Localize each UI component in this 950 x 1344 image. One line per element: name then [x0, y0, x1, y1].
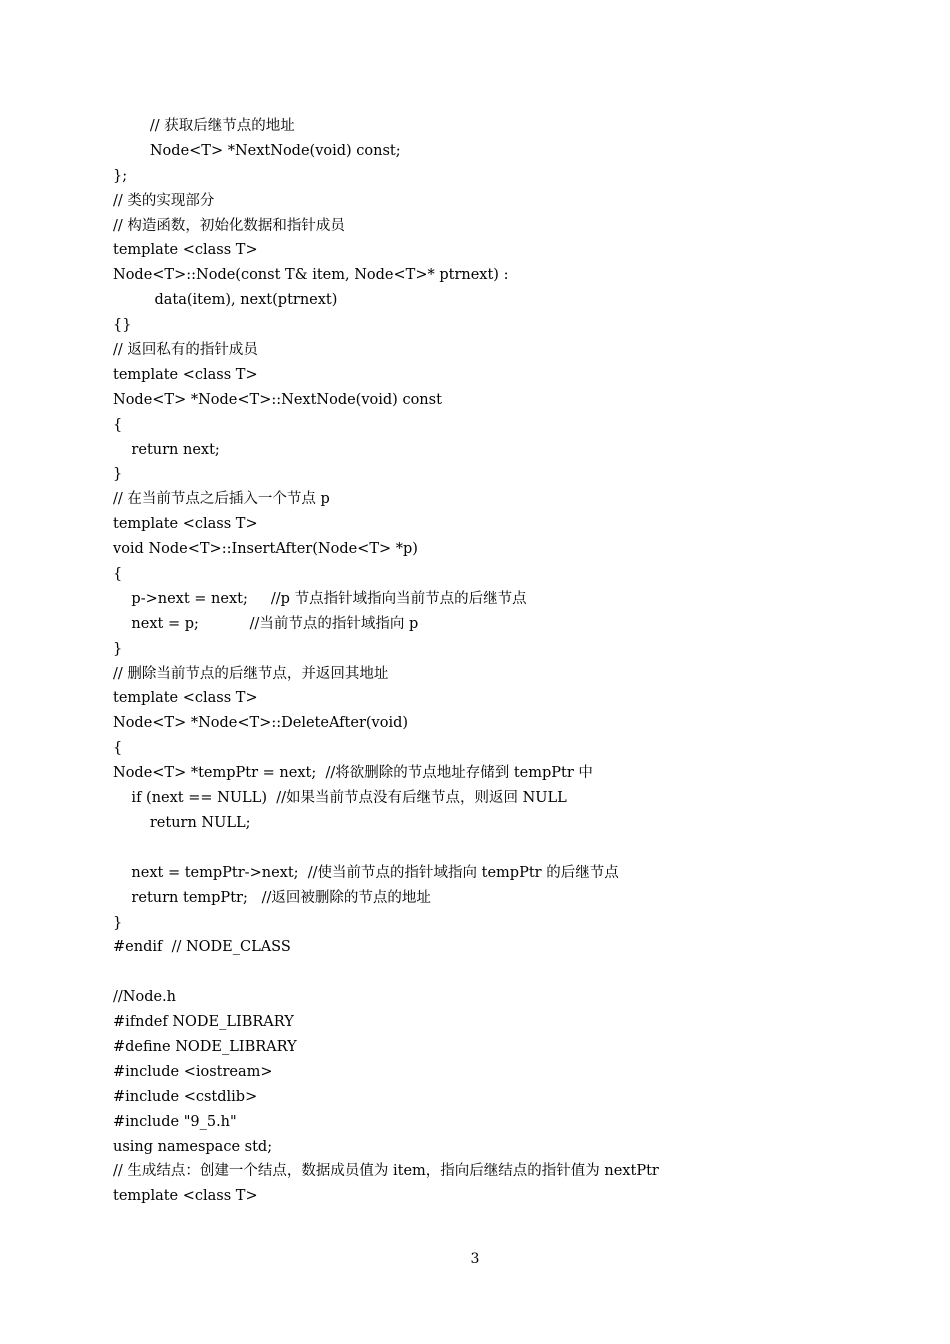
code-line: return next;: [113, 441, 220, 458]
code-line: return NULL;: [113, 814, 251, 831]
code-line: {}: [113, 317, 132, 334]
code-line: template <class T>: [113, 516, 258, 533]
code-line: [113, 836, 913, 861]
code-line: }: [113, 914, 123, 931]
code-line: p->next = next; //p 节点指针域指向当前节点的后继节点: [113, 590, 527, 607]
code-line: if (next == NULL) //如果当前节点没有后继节点，则返回 NULL: [113, 790, 567, 807]
code-line: template <class T>: [113, 366, 258, 383]
code-line: template <class T>: [113, 242, 258, 259]
code-line: #include <iostream>: [113, 1063, 273, 1080]
code-listing: [113, 114, 913, 1209]
code-line: //Node.h: [113, 989, 176, 1006]
code-line: next = p; //当前节点的指针域指向 p: [113, 615, 419, 632]
code-line: Node<T> *tempPtr = next; //将欲删除的节点地址存储到 tempPtr 中: [113, 765, 593, 782]
code-line: data(item), next(ptrnext): [113, 292, 338, 309]
code-line: Node<T> *Node<T>::DeleteAfter(void): [113, 715, 409, 732]
code-line: Node<T>::Node(const T& item, Node<T>* ptrnext) :: [113, 267, 509, 284]
code-line: };: [113, 167, 128, 184]
code-line: #define NODE_LIBRARY: [113, 1038, 297, 1055]
code-line: #endif // NODE_CLASS: [113, 939, 291, 956]
code-line: #include "9_5.h": [113, 1113, 237, 1130]
code-line: // 删除当前节点的后继节点，并返回其地址: [113, 665, 389, 682]
code-line: Node<T> *Node<T>::NextNode(void) const: [113, 391, 442, 408]
code-line: #include <cstdlib>: [113, 1088, 258, 1105]
code-line: {: [113, 416, 123, 433]
code-line: // 生成结点：创建一个结点，数据成员值为 item，指向后继结点的指针值为 nextPtr: [113, 1163, 659, 1180]
code-line: return tempPtr; //返回被删除的节点的地址: [113, 889, 431, 906]
code-line: #ifndef NODE_LIBRARY: [113, 1014, 294, 1031]
code-line: {: [113, 740, 123, 757]
code-line: {: [113, 566, 123, 583]
code-line: template <class T>: [113, 690, 258, 707]
code-line: next = tempPtr->next; //使当前节点的指针域指向 tempPtr 的后继节点: [113, 864, 619, 881]
code-line: }: [113, 640, 123, 657]
page-number: 3: [470, 1251, 480, 1267]
code-line: }: [113, 466, 123, 483]
code-line: [113, 960, 913, 985]
code-line: // 类的实现部分: [113, 192, 215, 209]
code-line: using namespace std;: [113, 1138, 273, 1155]
code-line: // 构造函数，初始化数据和指针成员: [113, 217, 345, 234]
code-line: // 获取后继节点的地址: [113, 118, 295, 134]
code-line: // 在当前节点之后插入一个节点 p: [113, 491, 330, 508]
code-line: // 返回私有的指针成员: [113, 342, 258, 359]
code-line: Node<T> *NextNode(void) const;: [113, 142, 401, 159]
code-line: void Node<T>::InsertAfter(Node<T> *p): [113, 541, 418, 558]
code-line: template <class T>: [113, 1188, 258, 1205]
